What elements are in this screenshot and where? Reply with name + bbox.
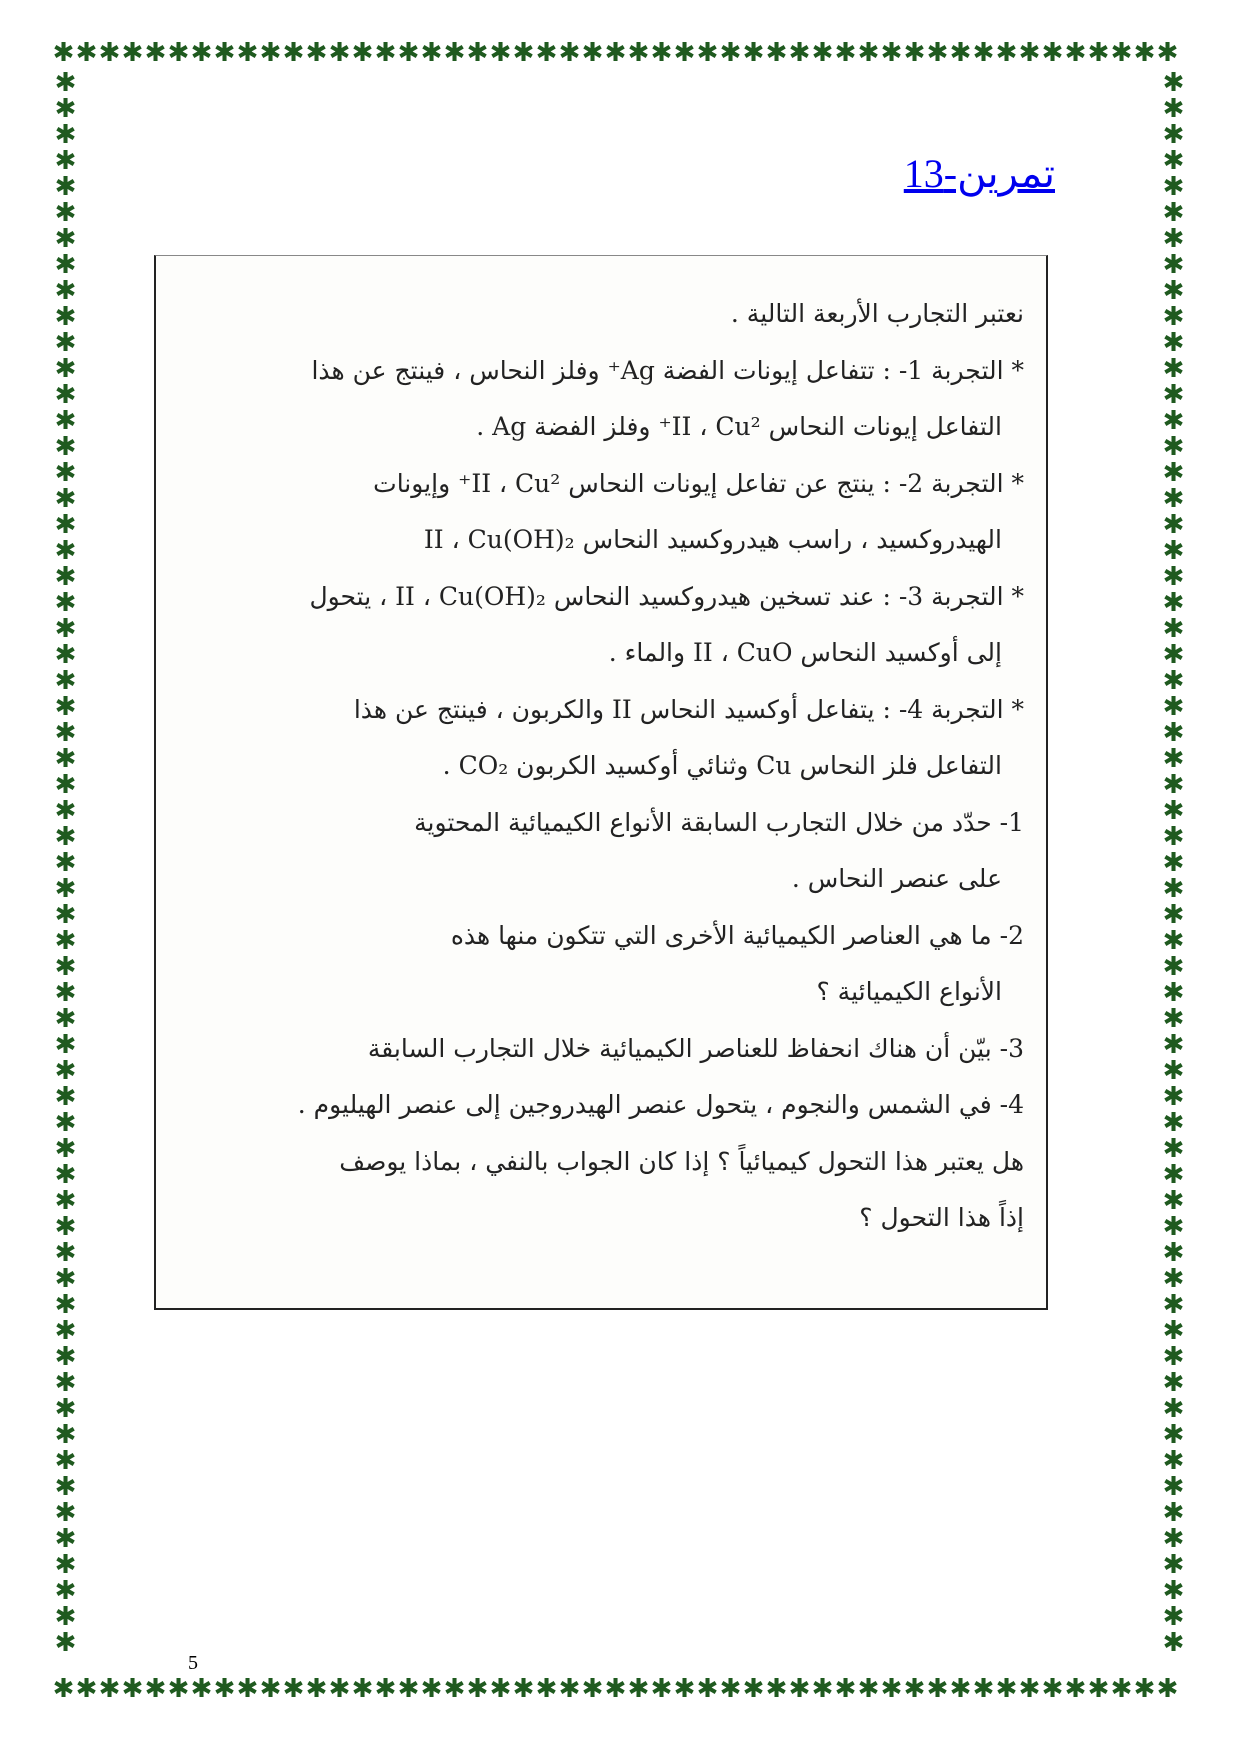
page-border-left: [54, 70, 84, 1676]
question-line: على عنصر النحاس .: [791, 864, 1002, 893]
page-border-right: [1162, 70, 1192, 1676]
exercise-line: * التجربة 4- : يتفاعل أوكسيد النحاس II والكربون ، فينتج عن هذا: [353, 694, 1024, 724]
page-border-bottom: [52, 1676, 1192, 1706]
exercise-line: التفاعل إيونات النحاس II ، Cu²⁺ وفلز الفضة Ag .: [476, 412, 1002, 441]
question-line: هل يعتبر هذا التحول كيميائياً ؟ إذا كان الجواب بالنفي ، بماذا يوصف: [339, 1146, 1024, 1176]
exercise-line: * التجربة 2- : ينتج عن تفاعل إيونات النحاس II ، Cu²⁺ وإيونات: [373, 468, 1024, 498]
palm-tree-icon: ✱✱✱✱✱✱✱✱✱✱✱✱✱✱✱✱✱✱✱✱✱✱✱✱✱✱✱✱✱✱✱✱✱✱✱✱✱✱✱✱✱✱✱✱✱✱✱✱✱✱✱✱✱✱✱✱✱✱✱✱✱: [54, 70, 77, 1658]
question-line: 4- في الشمس والنجوم ، يتحول عنصر الهيدروجين إلى عنصر الهيليوم .: [297, 1090, 1024, 1119]
page-border-top: [52, 40, 1192, 70]
palm-tree-icon: ✱✱✱✱✱✱✱✱✱✱✱✱✱✱✱✱✱✱✱✱✱✱✱✱✱✱✱✱✱✱✱✱✱✱✱✱✱✱✱✱✱✱✱✱✱✱✱✱✱✱✱✱✱✱✱✱✱✱✱✱✱: [1162, 70, 1185, 1658]
question-line: 1- حدّد من خلال التجارب السابقة الأنواع الكيميائية المحتوية: [414, 807, 1024, 837]
question-line: 3- بيّن أن هناك انحفاظ للعناصر الكيميائية خلال التجارب السابقة: [367, 1033, 1024, 1063]
handwritten-exercise-box: [154, 255, 1048, 1310]
exercise-title: تمرين-13: [903, 151, 1055, 196]
question-line: الأنواع الكيميائية ؟: [816, 977, 1002, 1006]
exercise-line: الهيدروكسيد ، راسب هيدروكسيد النحاس II ، Cu(OH)₂: [423, 525, 1002, 554]
exercise-line: التفاعل فلز النحاس Cu وثنائي أوكسيد الكربون CO₂ .: [442, 751, 1002, 780]
exercise-line: إلى أوكسيد النحاس II ، CuO والماء .: [608, 638, 1002, 667]
question-line: 2- ما هي العناصر الكيميائية الأخرى التي تتكون منها هذه: [450, 920, 1024, 950]
question-line: إذاً هذا التحول ؟: [859, 1203, 1024, 1232]
exercise-line: * التجربة 3- : عند تسخين هيدروكسيد النحاس II ، Cu(OH)₂ ، يتحول: [309, 581, 1024, 611]
exercise-text: [184, 286, 1024, 1247]
exercise-line: * التجربة 1- : تتفاعل إيونات الفضة Ag⁺ وفلز النحاس ، فينتج عن هذا: [311, 355, 1024, 385]
palm-tree-icon: ✱✱✱✱✱✱✱✱✱✱✱✱✱✱✱✱✱✱✱✱✱✱✱✱✱✱✱✱✱✱✱✱✱✱✱✱✱✱✱✱✱✱✱✱✱✱✱✱✱: [52, 40, 1179, 68]
page-number: 5: [188, 1652, 198, 1674]
exercise-line: نعتبر التجارب الأربعة التالية .: [730, 299, 1024, 328]
palm-tree-icon: ✱✱✱✱✱✱✱✱✱✱✱✱✱✱✱✱✱✱✱✱✱✱✱✱✱✱✱✱✱✱✱✱✱✱✱✱✱✱✱✱✱✱✱✱✱✱✱✱✱: [52, 1676, 1179, 1704]
